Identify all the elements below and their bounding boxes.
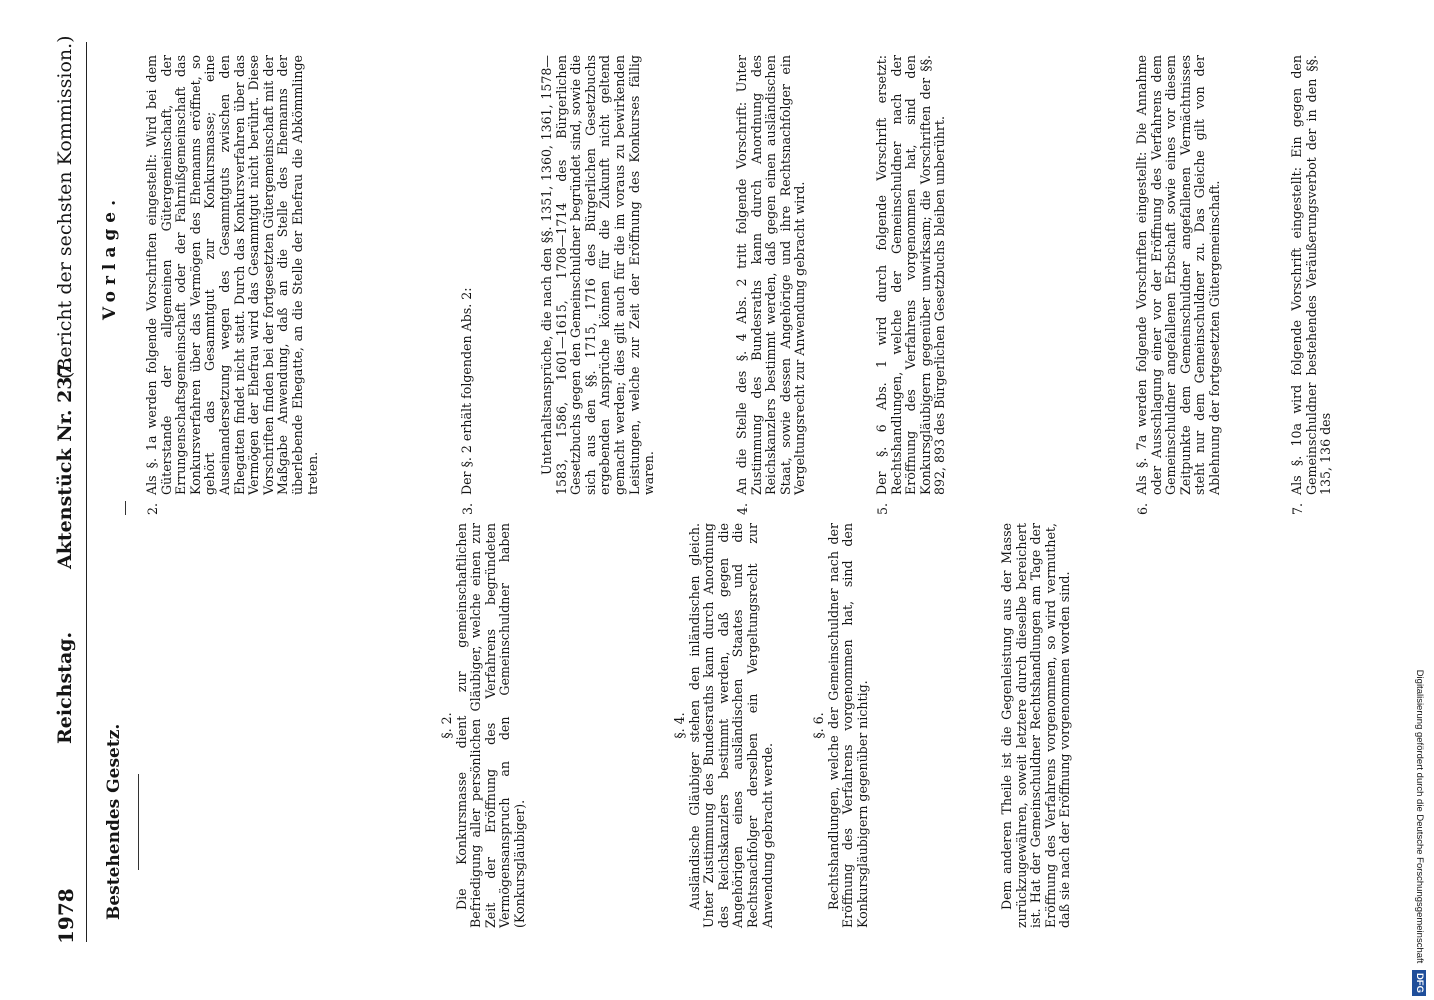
page-number: 1978 <box>54 888 78 944</box>
parliament-label: Reichstag. <box>54 631 76 744</box>
section-title: §. 2. <box>439 712 454 739</box>
vorlage-item-7: Als §. 10a wird folgende Vorschrift eingestellt: Ein gegen den Gemeinschuldner bestehendes Veräußerungsverbot der in den §§. 135, 136 des <box>1289 55 1334 495</box>
dfg-logo: DFG <box>1412 970 1426 996</box>
left-heading-underline <box>138 774 139 870</box>
vorlage-item-6: Als §. 7a werden folgende Vorschriften eingestellt: Die Annahme oder Ausschlagung einer vor der Eröffnung des Verfahrens dem Gemeinschuldner angefallenen Erbschaft sowie eines vor diesem Zeitpunkte dem Gemeinschuldner angefallenen Vermächtnisses steht nur dem Gemeinschuldner zu. Das Gleiche gilt von der Ablehnung der fortgesetzten Gütergemeinschaft. <box>1134 55 1222 495</box>
digitization-credit-strip <box>1410 6 1428 996</box>
section-title: §. 6. <box>811 712 826 739</box>
section-text: Dem anderen Theile ist die Gegenleistung aus der Masse zurückzugewähren, soweit letztere durch dieselbe bereichert ist. Hat der Gemeinschuldner Rechtshandlungen am Tage der Eröffnung des Verfahrens vorgenommen, so wird vermuthet, daß sie nach der Eröffnung vorgenommen worden sind. <box>999 523 1073 928</box>
section-text: Rechtshandlungen, welche der Gemeinschuldner nach der Eröffnung des Verfahrens vorgenommen hat, sind den Konkursgläubigern gegenüber nichtig. <box>825 523 870 928</box>
item-number: 2. <box>145 502 160 515</box>
left-column-heading: Bestehendes Gesetz. <box>104 723 124 920</box>
vorlage-item-3: Der §. 2 erhält folgenden Abs. 2: <box>459 287 474 495</box>
item-number: 3. <box>460 502 475 515</box>
report-reference: (Bericht der sechsten Kommission.) <box>54 35 76 379</box>
item-number: 7. <box>1290 502 1305 515</box>
credit-text: Digitalisierung gefördert durch die Deutsche Forschungsgemeinschaft <box>1414 669 1425 964</box>
page-header <box>48 35 88 944</box>
left-section-2 <box>440 523 528 928</box>
right-column-heading: Vorlage. <box>100 193 120 320</box>
section-title: §. 4. <box>672 712 687 739</box>
column-separator-mark <box>125 501 126 515</box>
document-reference: Aktenstück Nr. 237. <box>54 356 76 569</box>
left-section-6-cont <box>1000 523 1073 928</box>
rotated-document-page <box>0 35 1420 1000</box>
funding-credit <box>1410 6 1428 996</box>
section-text: Ausländische Gläubiger stehen den inländischen gleich. Unter Zustimmung des Bundesraths kann durch Anordnung des Reichskanzlers bestimmt werden, daß gegen die Angehörigen eines ausländischen Staates und die Rechtsnachfolger derselben ein Vergeltungsrecht zur Anwendung gebracht werde. <box>686 523 775 928</box>
left-section-4 <box>673 523 775 928</box>
header-rule <box>86 42 87 942</box>
item-number: 5. <box>875 502 890 515</box>
vorlage-item-5: Der §. 6 Abs. 1 wird durch folgende Vorschrift ersetzt: Rechtshandlungen, welche der Gemeinschuldner nach der Eröffnung des Verfahrens vorgenommen hat, sind den Konkursgläubigern gegenüber unwirksam; die Vorschriften der §§. 892, 893 des Bürgerlichen Gesetzbuchs bleiben unberührt. <box>874 55 948 495</box>
left-section-6 <box>812 523 870 928</box>
item-number: 6. <box>1135 502 1150 515</box>
item-number: 4. <box>735 502 750 515</box>
vorlage-item-4: An die Stelle des §. 4 Abs. 2 tritt folgende Vorschrift: Unter Zustimmung des Bundesraths kann durch Anordnung des Reichskanzlers bestimmt werden, daß gegen einen ausländischen Staat, sowie dessen Angehörige und ihre Rechtsnachfolger ein Vergeltungsrecht zur Anwendung gebracht wird. <box>734 55 808 495</box>
section-text: Die Konkursmasse dient zur gemeinschaftlichen Befriedigung aller persönlichen Gläubiger, welche einen zur Zeit der Eröffnung des Verfahrens begründeten Vermögensanspruch an den Gemeinschuldner haben (Konkursgläubiger). <box>453 523 527 928</box>
vorlage-item-2: Als §. 1a werden folgende Vorschriften eingestellt: Wird bei dem Güterstande der allgemeinen Gütergemeinschaft, der Errungenschaftsgemeinschaft oder der Fahrnißgemeinschaft das Konkursverfahren über das Vermögen des Ehemanns eröffnet, so gehört das Gesammtgut zur Konkursmasse; eine Auseinandersetzung wegen des Gesammtguts zwischen den Ehegatten findet nicht statt. Durch das Konkursverfahren über das Vermögen der Ehefrau wird das Gesammtgut nicht berührt. Diese Vorschriften finden bei der fortgesetzten Gütergemeinschaft mit der Maßgabe Anwendung, daß an die Stelle des Ehemanns der überlebende Ehegatte, an die Stelle der Ehefrau die Abkömmlinge treten. <box>144 55 320 495</box>
vorlage-item-3-text: Unterhaltsansprüche, die nach den §§. 1351, 1360, 1361, 1578—1583, 1586, 1601—1615, 1708—1714 des Bürgerlichen Gesetzbuchs gegen den Gemeinschuldner begründet sind, sowie die sich aus den §§. 1715, 1716 des Bürgerlichen Gesetzbuchs ergebenden Ansprüche können für die Zukunft nicht geltend gemacht werden; dies gilt auch für die im voraus zu bewirkenden Leistungen, welche zur Zeit der Eröffnung des Konkurses fällig waren. <box>539 55 657 495</box>
